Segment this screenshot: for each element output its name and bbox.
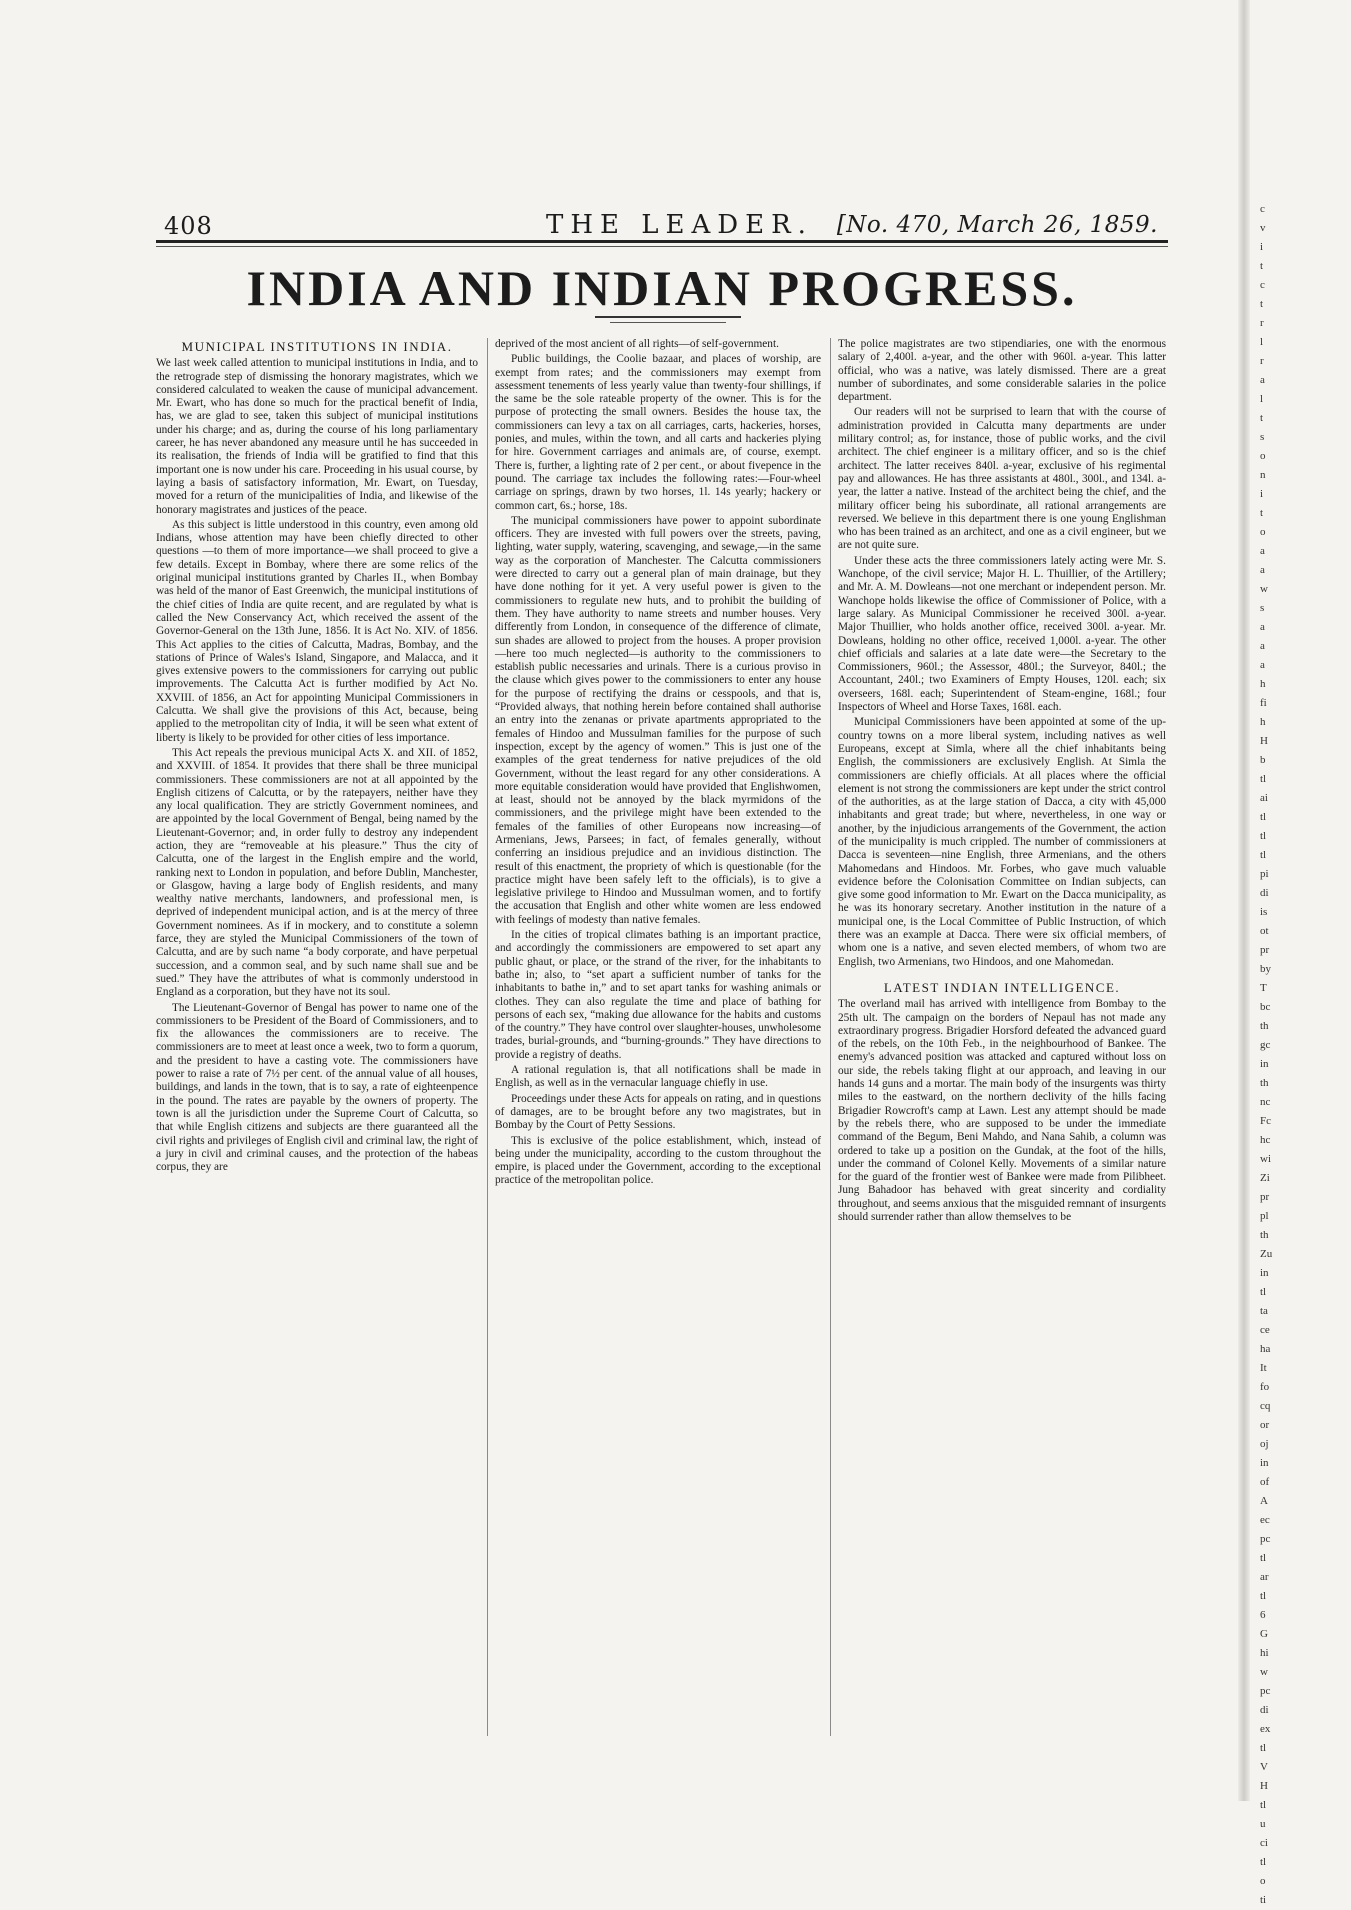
section-title-latest: LATEST INDIAN INTELLIGENCE.: [883, 979, 1121, 995]
headline-ornament-rule-short: [610, 322, 726, 323]
fragment-text: h: [1260, 678, 1266, 690]
fragment-text: wi: [1260, 1153, 1271, 1165]
fragment-text: ec: [1260, 1514, 1270, 1526]
header-rule-thick: [156, 240, 1168, 243]
fragment-text: tl: [1260, 1286, 1267, 1298]
paragraph: As this subject is little understood in this country, even among old Indians, whose attention may have been chiefly directed to other questions —to them of more importance—we shall proceed to give a few details. Except in Bombay, where there are some relics of the original municipal institutions granted by Charles II., when Bombay was held of the manor of East Greenwich, the municipal institutions of the chief cities of India are quite recent, and are regulated by what is called the New Conservancy Act, which received the assent of the Governor-General on the 13th June, 1856. It is Act No. XIV. of 1856. This Act applies to the cities of Calcutta, Madras, Bombay, and the stations of Prince of Wales's Island, Singapore, and Malacca, and it gives extensive powers to the commissioners for carrying out public improvements. The Calcutta Act is further modified by Act No. XXVIII. of 1856, an Act for appointing Municipal Commissioners in Calcutta. We shall give the provisions of this Act, because, being applied to the metropolitan city of India, it will be seen what extent of liberty is likely to be provided for other cities of less importance.: [156, 518, 478, 744]
paragraph: Municipal Commissioners have been appointed at some of the up-country towns on a more liberal system, including natives as well Europeans, except at Simla, where all the chief inhabitants being English, the commissioners are exclusively English. At Simla the commissioners are chiefly officials. At all places where the official element is not strong the commissioners are kept under the strict control of the authorities, as at the large station of Dacca, a city with 45,000 inhabitants and great trade; but where, nevertheless, in one way or another, by the injudicious arrangements of the Government, the action of the municipality is much crippled. The number of commissioners at Dacca is seventeen—nine English, three Armenians, and the others Mahomedans and Hindoos. Mr. Forbes, who gave much valuable evidence before the Colonisation Committee on Indian subjects, can give some good information to Mr. Ewart on the Dacca municipality, as he was its honorary secretary. Another institution in the nature of a municipal one, is the Local Committee of Public Instruction, of which there was an example at Dacca. There were six official members, of whom one is a native, and seven elected members, of whom two are English, two Armenians, two Hindoos, and one Mahomedan.: [838, 716, 1166, 968]
fragment-text: s: [1260, 431, 1265, 443]
fragment-text: or: [1260, 1419, 1270, 1431]
masthead-title: THE LEADER.: [546, 210, 813, 240]
fragment-text: bc: [1260, 1001, 1271, 1013]
fragment-text: s: [1260, 602, 1265, 614]
fragment-text: o: [1260, 1875, 1266, 1887]
paragraph: This Act repeals the previous municipal Acts X. and XII. of 1852, and XXVIII. of 1854. It provides that there shall be three municipal commissioners. These commissioners are not at all appointed by the English citizens of Calcutta, or by the ratepayers, neither have they any local qualification. They are strictly Government nominees, and are appointed by the local Government of Bengal, being named by the Lieutenant-Governor; and, in order fully to destroy any independent action, they are “removeable at his pleasure.” Thus the city of Calcutta, one of the largest in the English empire and the world, ranking next to London in population, and before Dublin, Manchester, or Glasgow, having a large body of English residents, and many wealthy native merchants, landowners, and professional men, is deprived of independent municipal action, and is at the mercy of three Government nominees. As if in mockery, and to constitute a solemn farce, they are styled the Municipal Commissioners of the town of Calcutta, and are by such name “a body corporate, and have perpetual succession, and a common seal, and by such name shall sue and be sued.” They have the attributes of what is commonly understood in England as a corporation, but they have not its soul.: [156, 746, 478, 999]
fragment-text: th: [1260, 1020, 1269, 1032]
fragment-text: th: [1260, 1229, 1269, 1241]
fragment-text: ha: [1260, 1343, 1271, 1355]
fragment-text: pi: [1260, 868, 1269, 880]
fragment-text: ce: [1260, 1324, 1270, 1336]
fragment-text: i: [1260, 488, 1264, 500]
fragment-text: of: [1260, 1476, 1270, 1488]
paragraph: We last week called attention to municipal institutions in India, and to the retrograde step of dismissing the honorary magistrates, which we considered calculated to weaken the cause of municipal advancement. Mr. Ewart, who has done so much for the practical benefit of India, has, we are glad to see, taken this subject of municipal institutions under his charge; and as, during the course of his long parliamentary career, he has never abandoned any measure until he has succeeded in its realisation, the friends of India will be gratified to find that this important one is now under his care. Proceeding in his usual course, by laying a basis of satisfactory information, Mr. Ewart, on Tuesday, moved for a return of the municipalities of India, and likewise of the honorary magistrates and justices of the peace.: [156, 357, 478, 516]
fragment-text: fo: [1260, 1381, 1270, 1393]
fragment-text: ai: [1260, 792, 1268, 804]
paragraph: The police magistrates are two stipendiaries, one with the enormous salary of 2,400l. a-year, and the other with 960l. a-year. This latter official, who was a native, was lately dismissed. There are a great number of subordinates, and some considerable salaries in the police department.: [838, 338, 1166, 404]
fragment-text: ot: [1260, 925, 1269, 937]
fragment-text: oj: [1260, 1438, 1269, 1450]
fragment-text: o: [1260, 450, 1266, 462]
fragment-text: a: [1260, 564, 1265, 576]
paragraph: The overland mail has arrived with intelligence from Bombay to the 25th ult. The campaign on the borders of Nepaul has not made any extraordinary progress. Brigadier Horsford defeated the advanced guard of the rebels, on the 10th Feb., in the neighbourhood of Bankee. The enemy's advanced position was attacked and captured without loss on our side, the rebels taking flight at our approach, and leaving in our hands 14 guns and a mortar. The main body of the insurgents was thirty miles to the eastward, on the northern declivity of the hills facing Brigadier Rowcroft's camp at Lawn. Lest any attempt should be made by the rebels there, who are supposed to be under the immediate command of the Begum, Beni Mahdo, and Nana Sahib, a column was ordered to take up a position on the Gundak, at the foot of the hills, under the command of Colonel Kelly. Movements of a similar nature for the guard of the frontier west of Bankee were made from Pilibheet. Jung Bahadoor has behaved with great sincerity and cordiality throughout, and seems anxious that the misguided remnant of insurgents should surrender rather than allow themselves to be: [838, 998, 1166, 1223]
fragment-text: r: [1260, 317, 1264, 329]
fragment-text: tl: [1260, 1552, 1267, 1564]
fragment-text: Zu: [1260, 1248, 1273, 1260]
fragment-text: ex: [1260, 1723, 1271, 1735]
fragment-text: tl: [1260, 849, 1267, 861]
fragment-text: is: [1260, 906, 1268, 918]
running-head: [156, 208, 1168, 242]
fragment-text: t: [1260, 298, 1264, 310]
column-3: [838, 338, 1166, 1738]
fragment-text: in: [1260, 1058, 1269, 1070]
paragraph: deprived of the most ancient of all rights—of self-government.: [495, 338, 779, 350]
fragment-text: Zi: [1260, 1172, 1270, 1184]
fragment-text: di: [1260, 887, 1269, 899]
column-rule: [830, 338, 831, 1736]
paragraph: Under these acts the three commissioners lately acting were Mr. S. Wanchope, of the civil service; Major H. L. Thuillier, of the Artillery; and Mr. A. M. Dowleans—not one merchant or independent person. Mr. Wanchope holds likewise the office of Commissioner of Police, with a large salary. As Municipal Commissioner he received 300l. a-year. Major Thuillier, who holds another office, received 300l. a-year. Mr. Dowleans, holding no other office, received 1,000l. a-year. The other chief officials and salaries at a late date were—the Secretary to the Commissioners, 960l.; the Assessor, 480l.; the Surveyor, 840l.; the Accountant, 240l.; two Examiners of Empty Houses, 120l. each; six overseers, 168l. each; Superintendent of Steam-engine, 168l.; four Inspectors of Wheel and Horse Taxes, 168l. each.: [838, 554, 1166, 714]
fragment-text: nc: [1260, 1096, 1271, 1108]
fragment-text: o: [1260, 526, 1266, 538]
fragment-text: pc: [1260, 1533, 1271, 1545]
section-title-municipal: MUNICIPAL INSTITUTIONS IN INDIA.: [181, 339, 453, 354]
fragment-text: l: [1260, 393, 1264, 405]
fragment-text: cq: [1260, 1400, 1271, 1412]
fragment-text: pc: [1260, 1685, 1271, 1697]
fragment-text: ta: [1260, 1305, 1268, 1317]
fragment-text: th: [1260, 1077, 1269, 1089]
column-1: [156, 338, 478, 1738]
fragment-text: H: [1260, 735, 1268, 747]
fragment-text: tl: [1260, 1856, 1267, 1868]
fragment-text: T: [1260, 982, 1267, 994]
fragment-text: 6: [1260, 1609, 1266, 1621]
column-2: [495, 338, 821, 1738]
fragment-text: i: [1260, 241, 1264, 253]
fragment-text: gc: [1260, 1039, 1271, 1051]
fragment-text: V: [1260, 1761, 1268, 1773]
fragment-text: t: [1260, 412, 1264, 424]
paragraph: The municipal commissioners have power to appoint subordinate officers. They are invested with full powers over the streets, paving, lighting, water supply, watering, scavenging, and sewage,—in the same way as the corporation of Manchester. The Calcutta commissioners were directed to carry out a general plan of main drainage, but they have done nothing for it yet. A very useful power is given to the commissioners to regulate new huts, and to prohibit the building of them. They have authority to name streets and number houses. Very differently from London, in consequence of the difference of climate, sun shades are allowed to project from the houses. A proper provision—here too much neglected—is authority to the commissioners to establish public necessaries and urinals. There is a curious proviso in the clause which gives power to the commissioners to enter any house for the purpose of rectifying the drains or cesspools, and that is, “Provided always, that nothing herein before contained shall authorise an entry into the zenanas or private apartments appropriated to the females of Hindoo and Mussulman families for the purpose of such inspection, except by the agency of women.” This is just one of the examples of the great tenderness for native prejudices of the old Government, without the least regard for any other considerations. A more equitable consideration would have provided that Englishwomen, at least, should not be annoyed by the black myrmidons of the commissioners, and the privilege might have been extended to the females of the families of other Europeans now increasing—of Armenians, Jews, Parsees; in fact, of females generally, without conferring an insidious prejudice and an invidious distinction. The result of this enactment, the propriety of which is questionable (for the practice might have been safely left to the officials), is to give a legislative privilege to Hindoo and Mussulman women, and to fortify the accusation that English and other white women are less endowed with feelings of modesty than native females.: [495, 514, 821, 926]
fragment-text: v: [1260, 222, 1266, 234]
fragment-text: A: [1260, 1495, 1268, 1507]
fragment-text: a: [1260, 621, 1265, 633]
fragment-text: r: [1260, 355, 1264, 367]
fragment-text: pr: [1260, 944, 1270, 956]
fragment-text: hc: [1260, 1134, 1271, 1146]
fragment-text: tl: [1260, 811, 1267, 823]
fragment-text: in: [1260, 1457, 1269, 1469]
fragment-text: pr: [1260, 1191, 1270, 1203]
fragment-text: tl: [1260, 1799, 1267, 1811]
fragment-text: ci: [1260, 1837, 1268, 1849]
paragraph: Public buildings, the Coolie bazaar, and places of worship, are exempt from rates; and the commissioners may exempt from assessment tenements of less yearly value than twenty-four shillings, if the same be the sole rateable property of the owner. This is for the purpose of protecting the small owners. Besides the house tax, the commissioners can levy a tax on all carriages, carts, hackeries, horses, ponies, and mules, within the town, and all carts and hackeries plying for hire. Government carriages and animals are, of course, exempt. There is, further, a lighting rate of 2 per cent., or about fivepence in the pound. The carriage tax includes the following rates:—Four-wheel carriage on springs, drawn by two horses, 1l. 14s yearly; hackery or common cart, 6s.; horse, 18s.: [495, 353, 821, 512]
fragment-text: tl: [1260, 773, 1267, 785]
fragment-text: a: [1260, 659, 1265, 671]
fragment-text: t: [1260, 507, 1264, 519]
fragment-text: tl: [1260, 830, 1267, 842]
header-rule-thin: [156, 246, 1168, 247]
fragment-text: H: [1260, 1780, 1268, 1792]
fragment-text: by: [1260, 963, 1271, 975]
column-rule: [487, 338, 488, 1736]
fragment-text: tl: [1260, 1742, 1267, 1754]
fragment-text: a: [1260, 374, 1265, 386]
paragraph: This is exclusive of the police establishment, which, instead of being under the municipality, according to the custom throughout the empire, is placed under the Government, according to the exceptional practice of the metropolitan police.: [495, 1134, 821, 1187]
fragment-text: in: [1260, 1267, 1269, 1279]
fragment-text: c: [1260, 203, 1265, 215]
fragment-text: di: [1260, 1704, 1269, 1716]
page-gutter-shadow: [1238, 0, 1250, 1801]
fragment-text: u: [1260, 1818, 1266, 1830]
fragment-text: w: [1260, 1666, 1268, 1678]
page-number: 408: [164, 212, 213, 240]
fragment-text: n: [1260, 469, 1266, 481]
fragment-text: Fc: [1260, 1115, 1271, 1127]
fragment-text: h: [1260, 716, 1266, 728]
fragment-text: a: [1260, 545, 1265, 557]
fragment-text: b: [1260, 754, 1266, 766]
fragment-text: G: [1260, 1628, 1268, 1640]
fragment-text: t: [1260, 260, 1264, 272]
fragment-text: w: [1260, 583, 1268, 595]
paragraph: A rational regulation is, that all notifications shall be made in English, as well as in the vernacular language chiefly in use.: [495, 1064, 821, 1090]
issue-info: [No. 470, March 26, 1859.: [836, 212, 1158, 238]
fragment-text: ti: [1260, 1894, 1267, 1906]
fragment-text: c: [1260, 279, 1265, 291]
headline-ornament-rule: [595, 316, 741, 318]
fragment-text: hi: [1260, 1647, 1269, 1659]
paragraph: The Lieutenant-Governor of Bengal has power to name one of the commissioners to be President of the Board of Commissioners, and to fix the allowances the commissioners are to receive. The commissioners are to meet at least once a week, two to form a quorum, and the president to have a casting vote. The commissioners have power to raise a rate of 7½ per cent. of the annual value of all houses, buildings, and lands in the town, that is to say, a rate of eighteenpence in the pound. The rates are payable by the owners of property. The town is all the jurisdiction under the Supreme Court of Calcutta, so that while English citizens and subjects are there guaranteed all the civil rights and privileges of English civil and criminal law, the right of a jury in civil and criminal causes, and the protection of the habeas corpus, they are: [156, 1001, 478, 1174]
paragraph: In the cities of tropical climates bathing is an important practice, and accordingly the commissioners are empowered to set apart any public ghaut, or place, or the strand of the river, for the inhabitants to bathe in; also, to “set apart a sufficient number of tanks for the inhabitants to bathe in,” and to set apart tanks for washing animals or clothes. They can also regulate the time and place of bathing for persons of each sex, “making due allowance for the habits and customs of the country.” They have control over slaughter-houses, unwholesome trades, burial-grounds, and “burning-grounds.” They have directions to provide a registry of deaths.: [495, 929, 821, 1061]
fragment-text: l: [1260, 336, 1264, 348]
fragment-text: tl: [1260, 1590, 1267, 1602]
fragment-text: fi: [1260, 697, 1267, 709]
paragraph: Our readers will not be surprised to learn that with the course of administration provided in Calcutta many departments are under military control; as, for instance, those of public works, and the civil architect. The chief engineer is a military officer, and so is the chief architect. The latter receives 840l. a-year, exclusive of his regimental pay and allowances. He has three assistants at 480l., 300l., and 134l. a-year, the latter a native. Instead of the architect being the chief, and the military officer being his subordinate, all rational arrangements are reversed. We believe in this department there is one young Englishman who has been trained as an architect, and one as a civil engineer, but we are not quite sure.: [838, 406, 1166, 552]
page-headline: INDIA AND INDIAN PROGRESS.: [246, 260, 1078, 316]
fragment-text: a: [1260, 640, 1265, 652]
fragment-text: ar: [1260, 1571, 1269, 1583]
facing-page-fragment: [1260, 200, 1294, 1906]
fragment-text: It: [1260, 1362, 1267, 1374]
paragraph: Proceedings under these Acts for appeals on rating, and in questions of damages, are to be brought before any two magistrates, but in Bombay by the Court of Petty Sessions.: [495, 1092, 821, 1132]
fragment-text: pl: [1260, 1210, 1269, 1222]
